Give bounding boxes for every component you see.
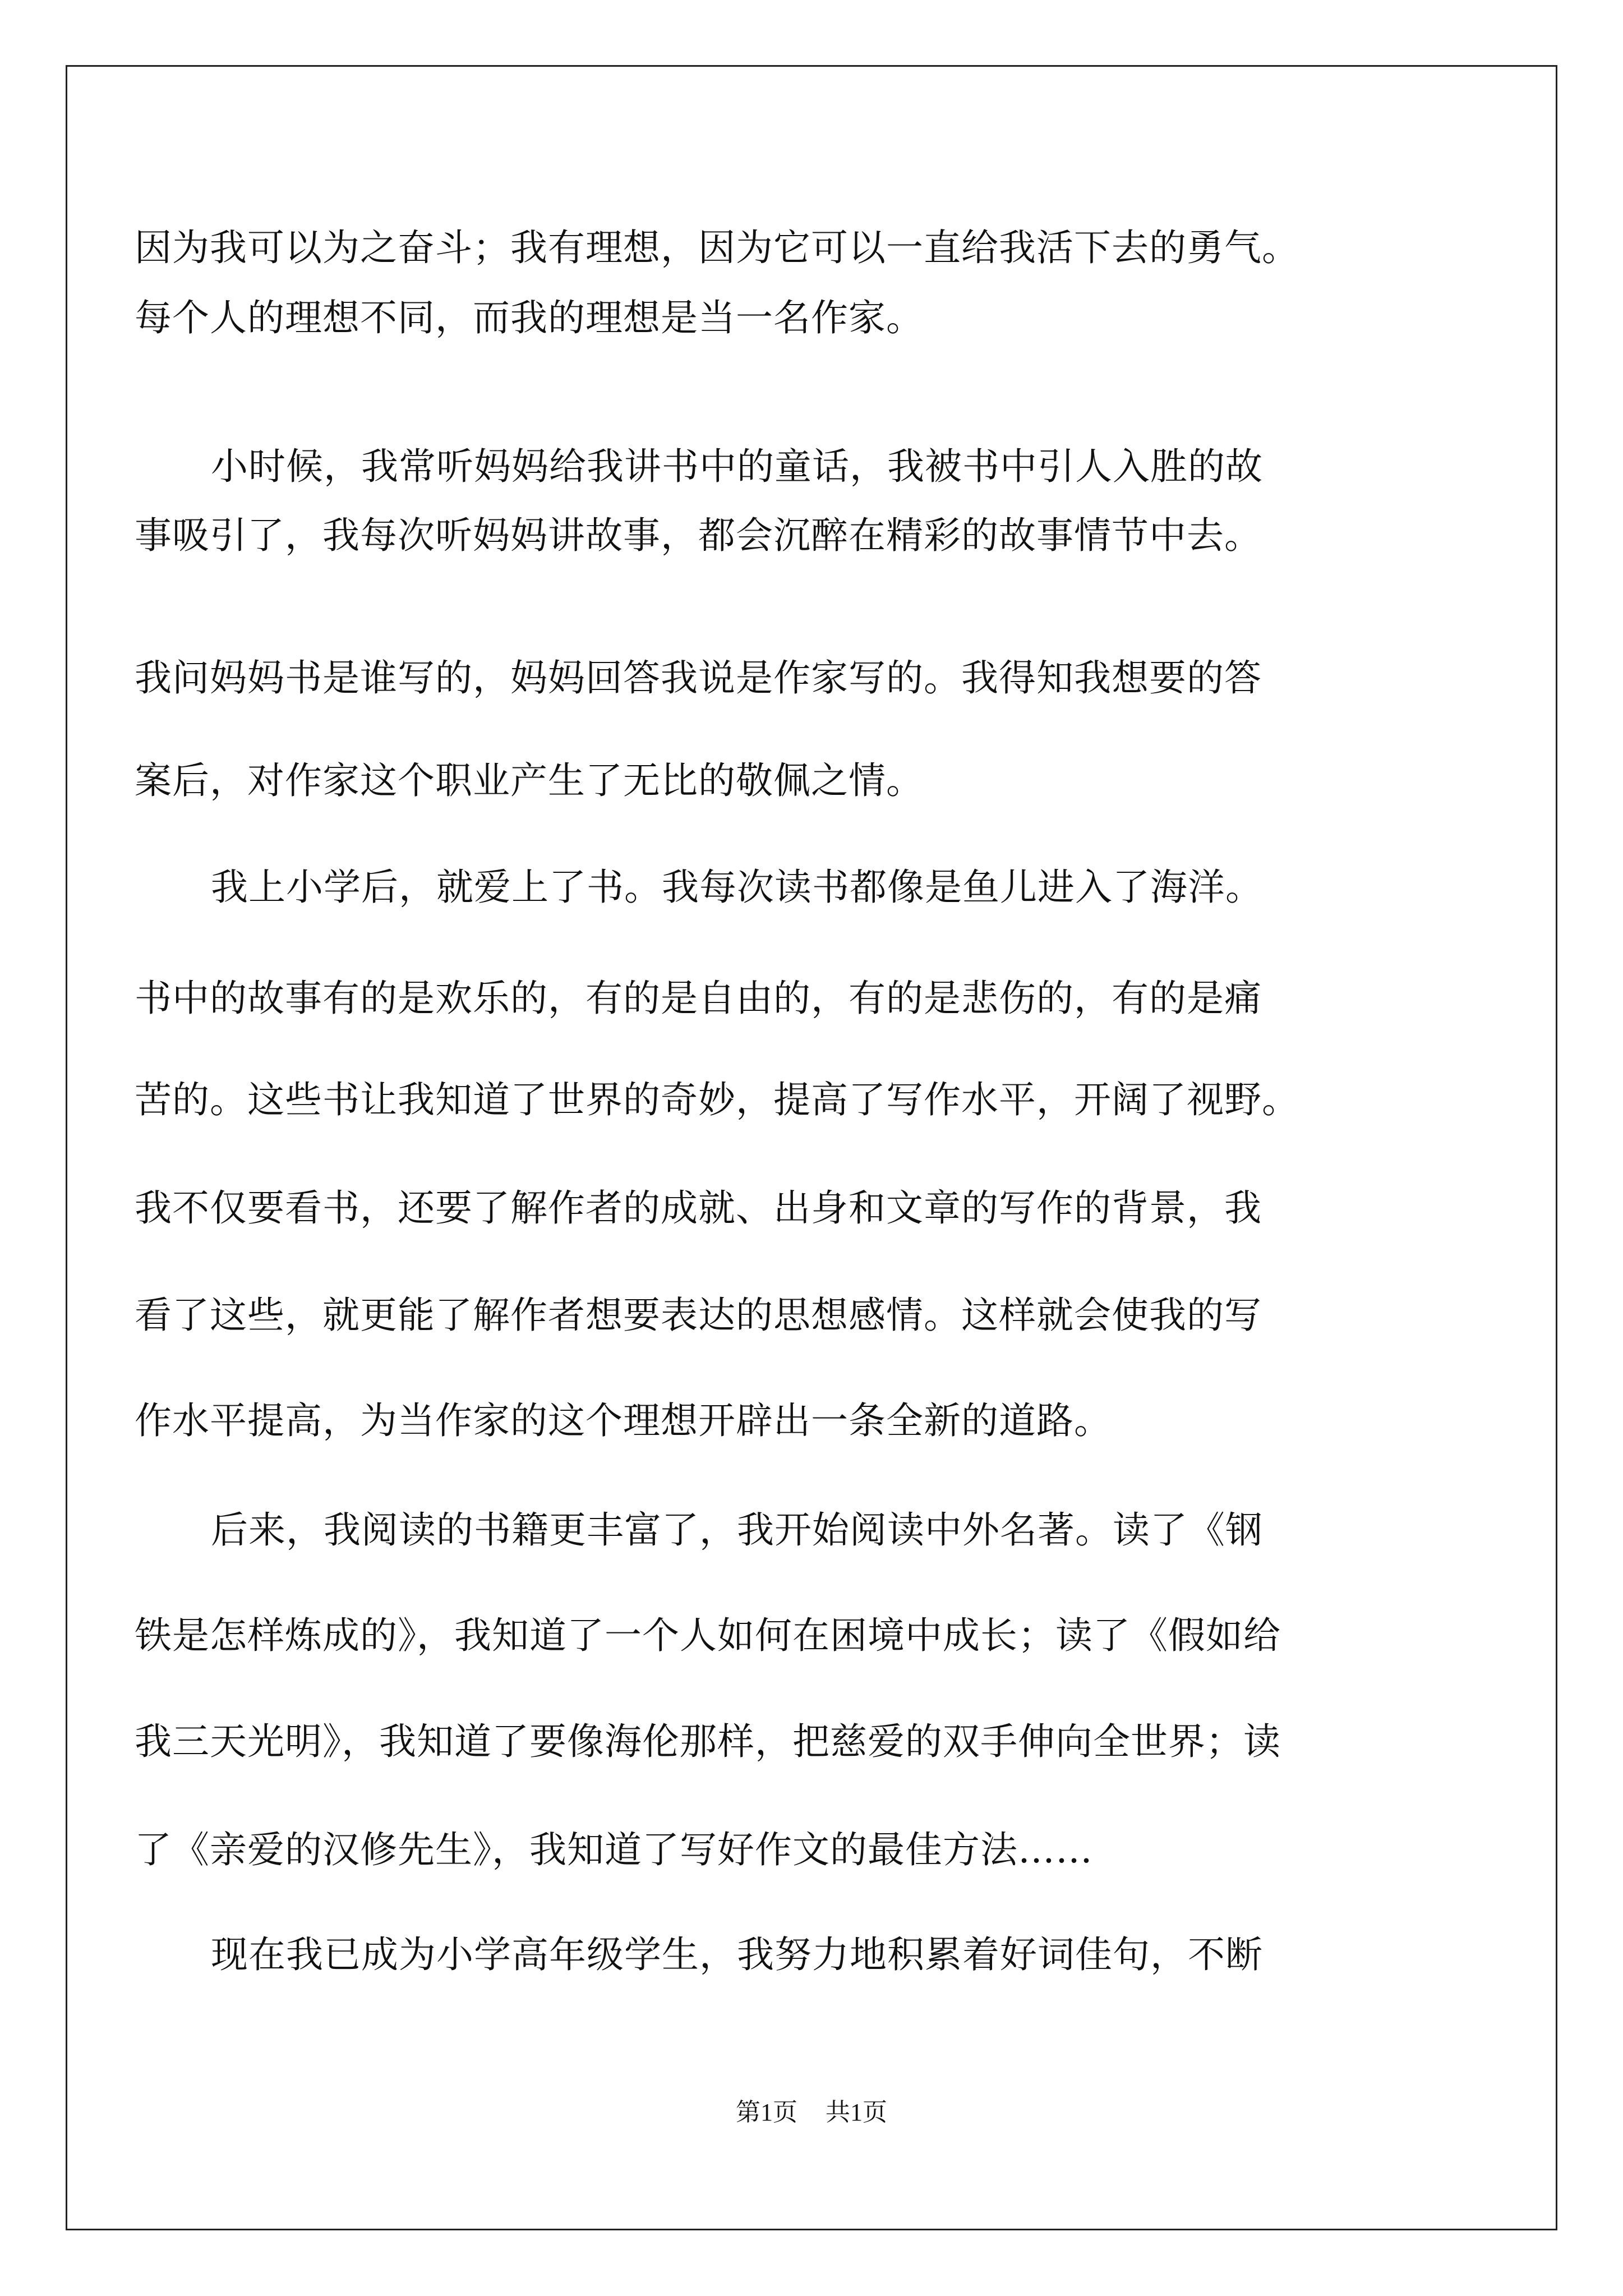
paragraph-start-line: 现在我已成为小学高年级学生，我努力地积累着好词佳句，不断 [211,1933,1263,1976]
text-line: 案后，对作家这个职业产生了无比的敬佩之情。 [135,759,924,802]
page-footer [0,2097,1623,2128]
text-line: 作水平提高，为当作家的这个理想开辟出一条全新的道路。 [135,1399,1112,1442]
text-line: 因为我可以为之奋斗；我有理想，因为它可以一直给我活下去的勇气。 [135,226,1299,269]
text-line: 事吸引了，我每次听妈妈讲故事，都会沉醉在精彩的故事情节中去。 [135,514,1262,557]
text-line: 看了这些，就更能了解作者想要表达的思想感情。这样就会使我的写 [135,1294,1262,1337]
paragraph-start-line: 小时候，我常听妈妈给我讲书中的童话，我被书中引人入胜的故 [211,445,1263,488]
paragraph-start-line: 我上小学后，就爱上了书。我每次读书都像是鱼儿进入了海洋。 [211,866,1263,909]
text-line: 我三天光明》，我知道了要像海伦那样，把慈爱的双手伸向全世界；读 [135,1720,1281,1763]
text-line: 我问妈妈书是谁写的，妈妈回答我说是作家写的。我得知我想要的答 [135,656,1262,700]
text-line: 苦的。这些书让我知道了世界的奇妙，提高了写作水平，开阔了视野。 [135,1078,1299,1121]
paragraph-start-line: 后来，我阅读的书籍更丰富了，我开始阅读中外名著。读了《钢 [211,1508,1263,1552]
page-border [66,65,1557,2230]
text-line: 书中的故事有的是欢乐的，有的是自由的，有的是悲伤的，有的是痛 [135,977,1262,1020]
text-line: 铁是怎样炼成的》，我知道了一个人如何在困境中成长；读了《假如给 [135,1614,1281,1657]
page-total: 共1页 [826,2099,887,2126]
text-line: 了《亲爱的汉修先生》，我知道了写好作文的最佳方法…… [135,1828,1093,1871]
page-number: 第1页 [736,2099,797,2126]
text-line: 每个人的理想不同，而我的理想是当一名作家。 [135,296,924,339]
text-line: 我不仅要看书，还要了解作者的成就、出身和文章的写作的背景，我 [135,1186,1262,1230]
